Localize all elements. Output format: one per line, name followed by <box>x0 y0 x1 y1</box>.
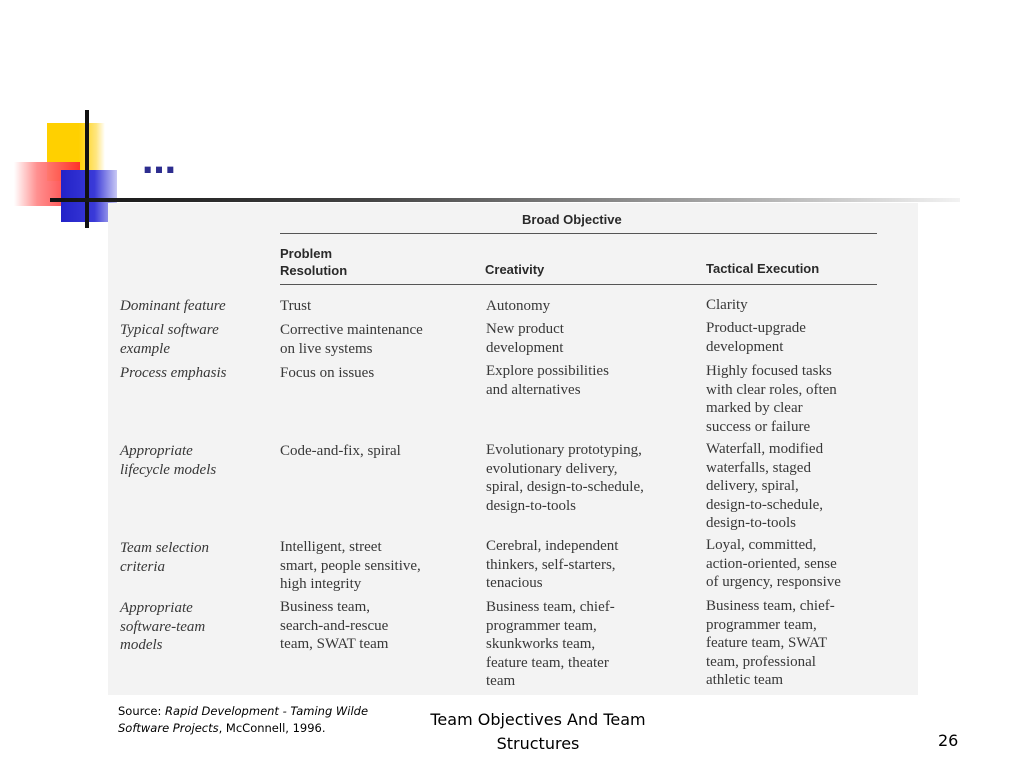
table-cell: Intelligent, street smart, people sensitive, high integrity <box>280 539 421 592</box>
footer-title: Team Objectives And Team Structures <box>430 710 646 753</box>
table-cell: Business team, chief- programmer team, skunkworks team, feature team, theater team <box>486 599 615 689</box>
table-cell: Trust <box>280 298 312 314</box>
broad-objective-header: Broad Objective <box>522 212 622 227</box>
table-cell: Waterfall, modified waterfalls, staged delivery, spiral, design-to-schedule, design-to-tools <box>706 441 824 531</box>
table-cell: Focus on issues <box>280 365 375 381</box>
source-citation <box>118 703 418 737</box>
table-cell: Corrective maintenance on live systems <box>280 322 423 357</box>
logo-vertical-line <box>85 110 89 228</box>
table-cell: Loyal, committed, action-oriented, sense of urgency, responsive <box>706 537 841 590</box>
source-prefix: Source: <box>118 704 166 718</box>
title-underline <box>50 198 960 202</box>
table-cell: Cerebral, independent thinkers, self-starters, tenacious <box>486 538 619 591</box>
table-cell: Highly focused tasks with clear roles, often marked by clear success or failure <box>706 363 837 435</box>
table-rule-header <box>280 284 877 285</box>
table-cell: Product-upgrade development <box>706 320 806 355</box>
table-cell: Business team, search-and-rescue team, SWAT team <box>280 599 389 652</box>
source-book-title: Rapid Development - Taming Wilde Software Projects <box>118 704 369 735</box>
row-label: Typical software example <box>120 322 219 357</box>
source-suffix: , McConnell, 1996. <box>218 721 326 735</box>
column-header-tactical-execution: Tactical Execution <box>706 261 820 276</box>
column-header-problem-resolution: Problem Resolution <box>280 246 348 278</box>
table-rule-top <box>280 233 877 234</box>
table-cell: Code-and-fix, spiral <box>280 443 401 459</box>
row-label: Team selection criteria <box>120 540 210 575</box>
row-label: Appropriate lifecycle models <box>120 443 217 478</box>
column-header-creativity: Creativity <box>485 262 545 277</box>
slide-title: … <box>142 142 178 182</box>
slide-number: 26 <box>938 731 959 750</box>
row-label: Process emphasis <box>120 365 227 381</box>
table-cell: New product development <box>486 321 564 356</box>
table-cell: Explore possibilities and alternatives <box>486 363 609 398</box>
row-label: Dominant feature <box>120 298 226 314</box>
row-label: Appropriate software-team models <box>120 600 206 653</box>
table-cell: Autonomy <box>486 298 551 314</box>
objectives-table <box>108 203 918 695</box>
table-cell: Business team, chief- programmer team, feature team, SWAT team, professional athletic team <box>706 598 835 688</box>
table-cell: Clarity <box>706 297 748 313</box>
table-cell: Evolutionary prototyping, evolutionary delivery, spiral, design-to-schedule, design-to-tools <box>486 442 644 514</box>
